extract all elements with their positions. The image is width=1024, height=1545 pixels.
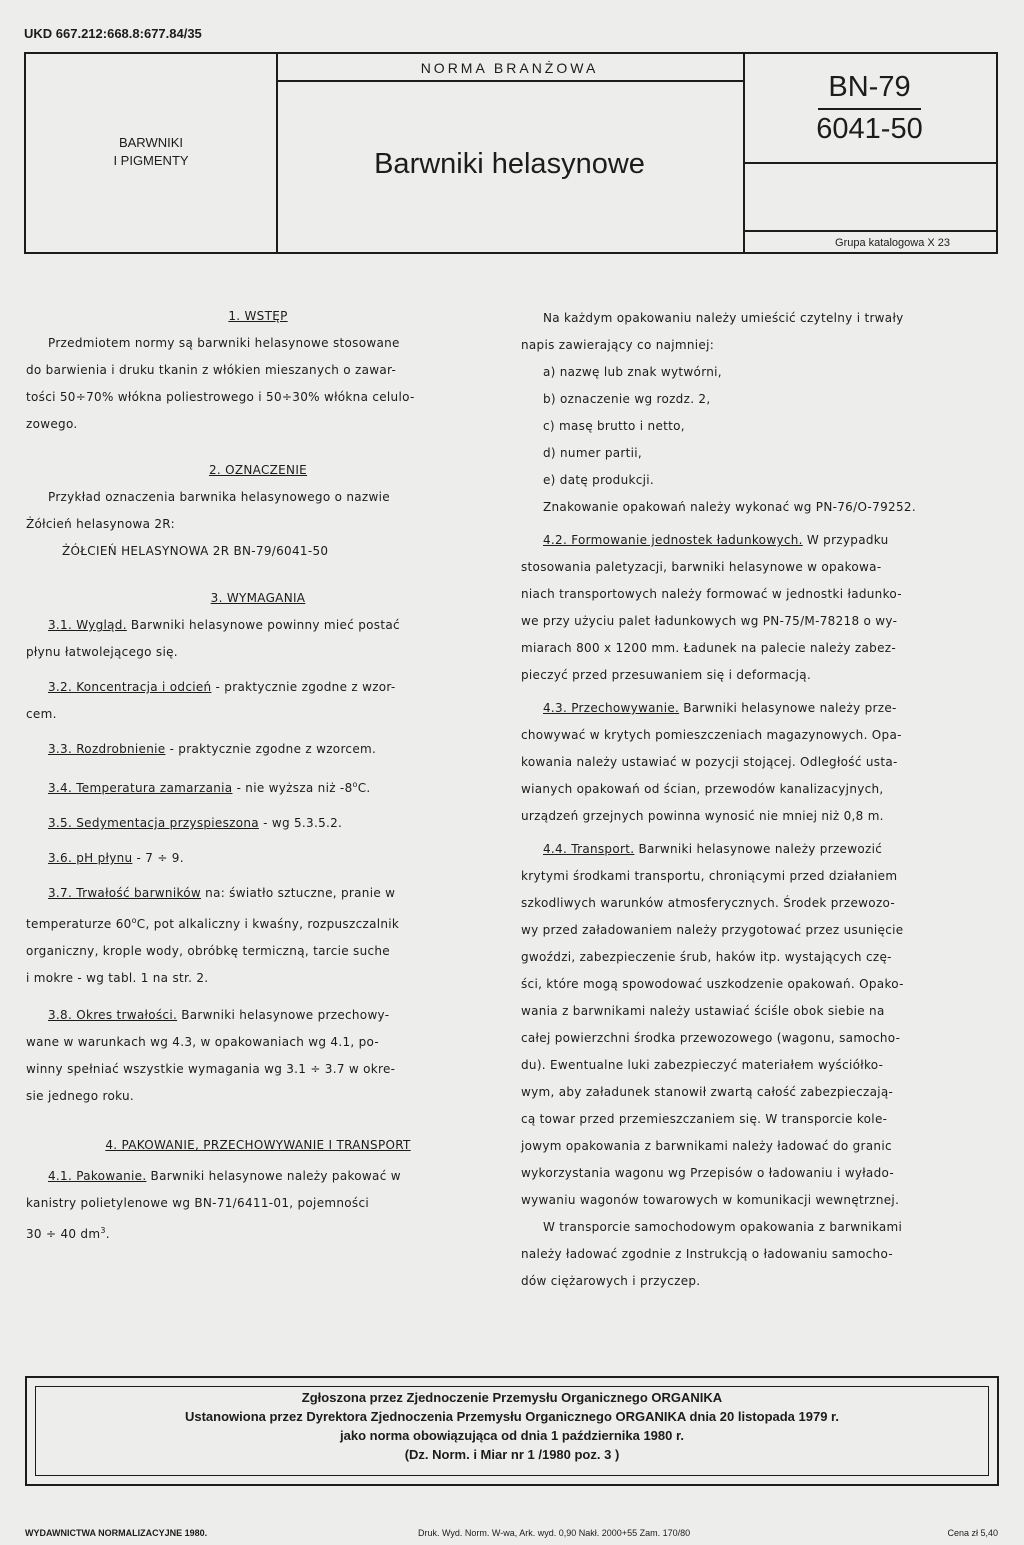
list-item: a) nazwę lub znak wytwórni, [543,365,722,379]
header-box [24,52,998,254]
req-3-1: 3.1. Wygląd. Barwniki helasynowe powinny mieć postać [48,618,400,632]
list-item: e) datę produkcji. [543,473,655,487]
publisher: WYDAWNICTWA NORMALIZACYJNE 1980. [25,1528,208,1538]
req-4-3: 4.3. Przechowywanie. Barwniki helasynowe należy prze- [543,701,897,715]
document-title: Barwniki helasynowe [374,148,645,180]
req-3-6: 3.6. pH płynu - 7 ÷ 9. [48,851,184,865]
text-line: wykorzystania wagonu wg Przepisów o ładowaniu i wyłado- [521,1166,894,1180]
text-line: we przy użyciu palet ładunkowych wg PN-75/M-78218 o wy- [521,614,898,628]
text-line: cą towar przed przemieszczaniem się. W transporcie kole- [521,1112,888,1126]
text-line: wy przed załadowaniem należy przygotować przez usunięcie [521,923,904,937]
text-line: Na każdym opakowaniu należy umieścić czytelny i trwały [543,311,904,325]
text-line: miarach 800 x 1200 mm. Ładunek na palecie należy zabez- [521,641,897,655]
req-3-4: 3.4. Temperatura zamarzania - nie wyższa niż -8$^o$C. [48,780,371,795]
price: Cena zł 5,40 [947,1528,998,1538]
text-line: temperaturze 60$^o$C, pot alkaliczny i kwaśny, rozpuszczalnik [26,916,400,931]
footer-box [25,1376,999,1486]
text-line: Znakowanie opakowań należy wykonać wg PN-76/O-79252. [543,500,916,514]
text-line: należy ładować zgodnie z Instrukcją o ładowaniu samocho- [521,1247,893,1261]
text-line: sie jednego roku. [26,1089,134,1103]
text-line: jowym opakowania z barwnikami należy ładować do granic [521,1139,892,1153]
text-line: pieczyć przed przesuwaniem się i deformacją. [521,668,812,682]
text-line: organiczny, krople wody, obróbkę termiczną, tarcie suche [26,944,390,958]
text-line: płynu łatwolejącego się. [26,645,178,659]
section-1-heading: 1. WSTĘP [228,309,288,323]
category-label: BARWNIKI I PIGMENTY [113,135,189,168]
text-line: Przedmiotem normy są barwniki helasynowe stosowane [48,336,400,350]
udk-code: UKD 667.212:668.8:677.84/35 [24,26,202,41]
section-2-heading: 2. OZNACZENIE [208,463,308,477]
list-item: b) oznaczenie wg rozdz. 2, [543,392,711,406]
text-line: wane w warunkach wg 4.3, w opakowaniach wg 4.1, po- [26,1035,380,1049]
print-info: Druk. Wyd. Norm. W-wa, Ark. wyd. 0,90 Nakł. 2000+55 Zam. 170/80 [418,1528,691,1538]
text-line: kowania należy ustawiać w pozycji stojącej. Odległość usta- [521,755,898,769]
req-4-1: 4.1. Pakowanie. Barwniki helasynowe należy pakować w [48,1169,401,1183]
text-line: Przykład oznaczenia barwnika helasynowego o nazwie [48,490,390,504]
text-line: zowego. [26,417,78,431]
text-line: 30 ÷ 40 $dm^3$. [26,1226,110,1241]
text-line: kanistry polietylenowe wg BN-71/6411-01, pojemności [26,1196,369,1210]
req-3-5: 3.5. Sedymentacja przyspieszona - wg 5.3.5.2. [48,816,343,830]
req-4-2: 4.2. Formowanie jednostek ładunkowych. W przypadku [543,533,889,547]
text-line: cem. [26,707,57,721]
text-line: gwoździ, zabezpieczenie śrub, haków itp. wystających czę- [521,950,892,964]
text-line: krytymi środkami transportu, chroniącymi przed działaniem [521,869,898,883]
designation-example: ŻÓŁCIEŃ HELASYNOWA 2R BN-79/6041-50 [62,544,329,558]
norma-label: NORMA BRANŻOWA [420,60,599,76]
text-line: Żółcień helasynowa 2R: [26,517,175,531]
req-3-7: 3.7. Trwałość barwników na: światło sztuczne, pranie w [48,886,396,900]
text-line: wym, aby załadunek stanowił zwartą całość zabezpieczają- [521,1085,894,1099]
req-3-3: 3.3. Rozdrobnienie - praktycznie zgodne z wzorcem. [48,742,377,756]
text-line: dów ciężarowych i przyczep. [521,1274,701,1288]
footer-text: Zgłoszona przez Zjednoczenie Przemysłu Organicznego ORGANIKA Ustanowiona przez Dyrektora Zjednoczenia Przemysłu Organicznego ORGANIKA dnia 20 listopada 1979 r. jako norma obowiązująca od dnia 1 października 1980 r. (Dz. Norm. i Miar nr 1 /1980 poz. 3 ) [184,1390,840,1462]
section-3-heading: 3. WYMAGANIA [210,591,306,605]
right-column [521,305,1005,1295]
text-line: i mokre - wg tabl. 1 na str. 2. [26,971,209,985]
text-line: wianych opakowań od ścian, przewodów kanalizacyjnych, [521,782,884,796]
text-line: do barwienia i druku tkanin z włókien mieszanych o zawar- [26,363,397,377]
list-item: d) numer partii, [543,446,643,460]
standard-code: BN-79 6041-50 [743,68,996,148]
req-3-2: 3.2. Koncentracja i odcień - praktycznie zgodne z wzor- [48,680,396,694]
text-line: napis zawierający co najmniej: [521,338,715,352]
section-4-heading: 4. PAKOWANIE, PRZECHOWYWANIE I TRANSPORT [105,1138,411,1152]
text-line: szkodliwych warunków atmosferycznych. Środek przewozo- [521,896,896,910]
list-item: c) masę brutto i netto, [543,419,685,433]
text-line: wania z barwnikami należy ustawiać ściśle obok siebie na [521,1004,885,1018]
left-column [26,303,490,1248]
req-3-8: 3.8. Okres trwałości. Barwniki helasynowe przechowy- [48,1008,390,1022]
text-line: stosowania paletyzacji, barwniki helasynowe w opakowa- [521,560,882,574]
text-line: urządzeń grzejnych powinna wynosić nie mniej niż 0,8 m. [521,809,884,823]
text-line: winny spełniać wszystkie wymagania wg 3.1 ÷ 3.7 w okre- [26,1062,396,1076]
req-4-4: 4.4. Transport. Barwniki helasynowe należy przewozić [543,842,883,856]
text-line: du). Ewentualne luki zabezpieczyć materiałem wyściółko- [521,1058,884,1072]
text-line: całej powierzchni środka przewozowego (wagonu, samocho- [521,1031,901,1045]
text-line: niach transportowych należy formować w jednostki ładunko- [521,587,902,601]
text-line: tości 50÷70% włókna poliestrowego i 50÷30% włókna celulo- [26,390,415,404]
text-line: chowywać w krytych pomieszczeniach magazynowych. Opa- [521,728,902,742]
catalog-group: Grupa katalogowa X 23 [835,237,950,249]
text-line: ści, które mogą spowodować uszkodzenie opakowań. Opako- [521,977,904,991]
text-line: wywaniu wagonów towarowych w komunikacji wewnętrznej. [521,1193,900,1207]
text-line: W transporcie samochodowym opakowania z barwnikami [543,1220,903,1234]
